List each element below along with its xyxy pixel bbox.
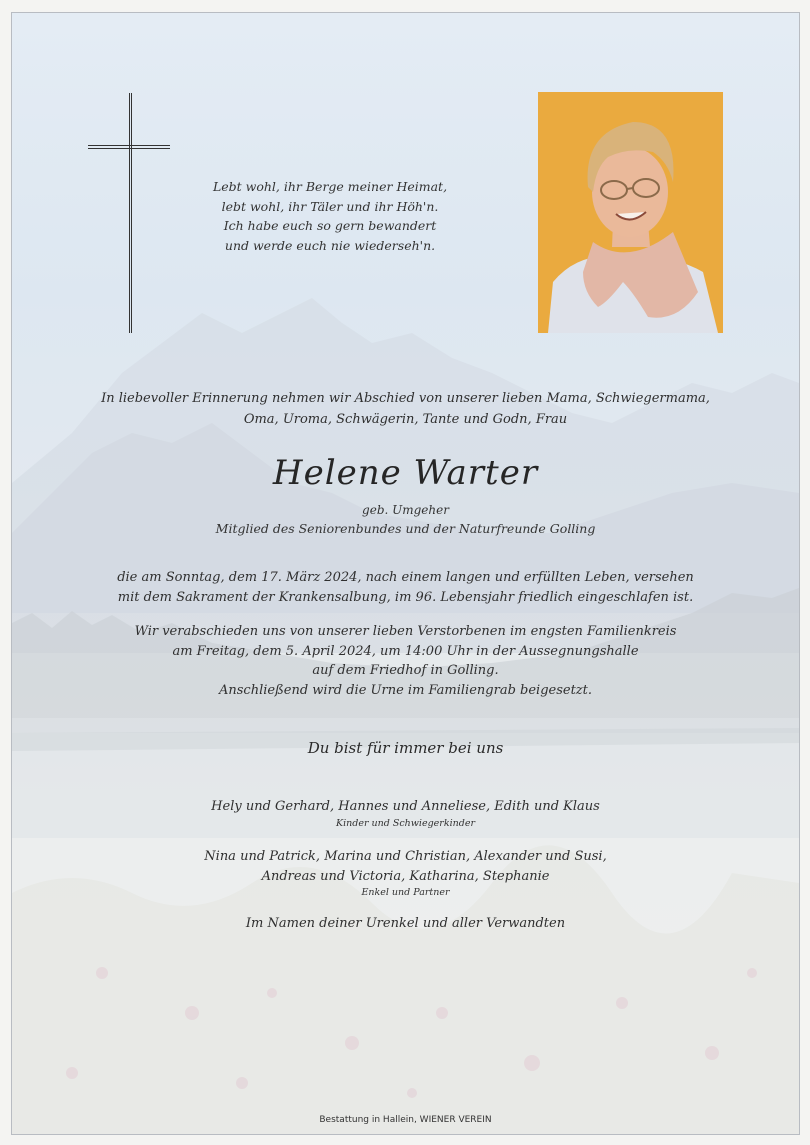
intro-text xyxy=(32,388,779,430)
deceased-name: Helene Warter xyxy=(272,453,539,493)
birth-name: geb. Umgeher xyxy=(362,503,449,517)
mourners-children: Hely und Gerhard, Hannes und Anneliese, Edith und Klaus xyxy=(211,799,600,814)
motto: Du bist für immer bei uns xyxy=(307,739,504,757)
poem-line: lebt wohl, ihr Täler und ihr Höh'n. xyxy=(221,198,439,214)
mourners-children-role: Kinder und Schwiegerkinder xyxy=(336,818,475,829)
cross-vertical-icon xyxy=(129,93,132,333)
death-notice-line: die am Sonntag, dem 17. März 2024, nach einem langen und erfüllten Leben, versehen xyxy=(117,570,694,585)
intro-line: In liebevoller Erinnerung nehmen wir Abschied von unserer lieben Mama, Schwiegermama, xyxy=(101,391,710,406)
mourners-grandchildren xyxy=(72,847,739,886)
cross-horizontal-icon xyxy=(88,145,170,149)
intro-line: Oma, Uroma, Schwägerin, Tante und Godn, Frau xyxy=(243,412,568,427)
death-notice-line: mit dem Sakrament der Krankensalbung, im 96. Lebensjahr friedlich eingeschlafen ist. xyxy=(117,589,694,605)
mourners-others: Im Namen deiner Urenkel und aller Verwandten xyxy=(245,916,566,931)
funeral-home-footer: Bestattung in Hallein, WIENER VEREIN xyxy=(319,1115,492,1125)
grandchildren-line: Nina und Patrick, Marina und Christian, Alexander und Susi, xyxy=(204,849,607,864)
funeral-line: am Freitag, dem 5. April 2024, um 14:00 Uhr in der Aussegnungshalle xyxy=(172,643,639,659)
portrait-illustration xyxy=(538,92,723,333)
poem-line: Lebt wohl, ihr Berge meiner Heimat, xyxy=(212,179,448,194)
portrait-photo xyxy=(538,92,723,333)
funeral-line: auf dem Friedhof in Golling. xyxy=(312,663,499,678)
funeral-line: Anschließend wird die Urne im Familiengrab beigesetzt. xyxy=(218,682,593,698)
funeral-line: Wir verabschieden uns von unserer lieben Verstorbenen im engsten Familienkreis xyxy=(134,624,677,639)
funeral-details xyxy=(42,622,769,700)
membership: Mitglied des Seniorenbundes und der Naturfreunde Golling xyxy=(215,521,596,536)
mourners-grandchildren-role: Enkel und Partner xyxy=(361,887,450,898)
poem-line: Ich habe euch so gern bewandert xyxy=(223,218,437,233)
poem-line: und werde euch nie wiederseh'n. xyxy=(224,237,436,253)
death-notice xyxy=(42,568,769,607)
grandchildren-line: Andreas und Victoria, Katharina, Stephanie xyxy=(261,868,550,884)
poem xyxy=(190,177,470,255)
obituary-page xyxy=(11,12,800,1135)
